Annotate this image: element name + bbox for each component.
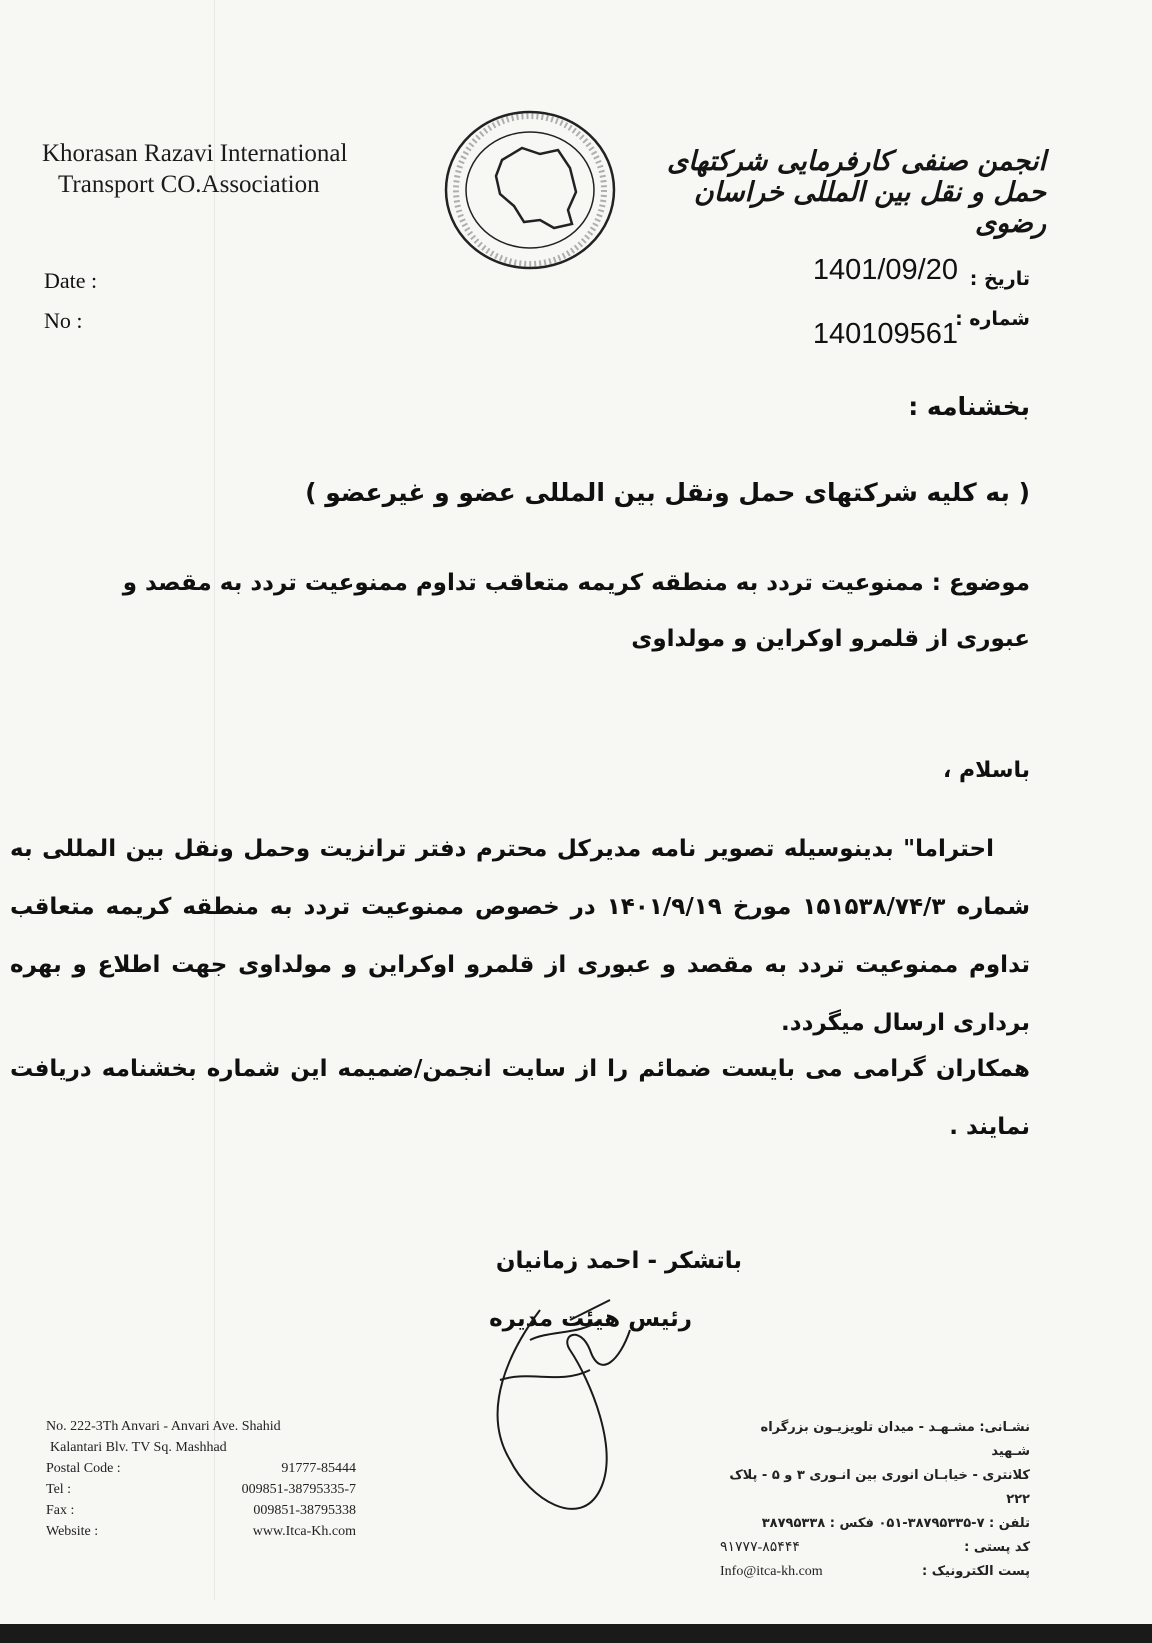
subject-line: موضوع : ممنوعیت تردد به منطقه کریمه متعاقب تداوم ممنوعیت تردد به مقصد و عبوری از قلمرو اوکراین و مولداوی [122, 570, 1030, 652]
email-value-fa: Info@itca-kh.com [720, 1564, 823, 1579]
greeting: باسلام ، [942, 758, 1030, 783]
org-name-persian: انجمن صنفی کارفرمایی شرکتهای حمل و نقل بین المللی خراسان رضوی [666, 146, 1046, 239]
circular-heading: بخشنامه : [908, 392, 1030, 421]
fax-label-en: Fax : [46, 1503, 75, 1518]
address-fa-line2: کلانتری - خیابـان انوری بین انـوری ۳ و ۵ - پلاک ۲۲۲ [729, 1468, 1030, 1507]
body-paragraph-1-text: احتراما" بدینوسیله تصویر نامه مدیرکل محترم دفتر ترانزیت وحمل ونقل بین المللی به شماره ۱۵۱۵۳۸/۷۴/۳ مورخ ۱۴۰۱/۹/۱۹ در خصوص ممنوعیت تردد به منطقه کریمه متعاقب تداوم ممنوعیت تردد به مقصد و عبوری از قلمرو اوکراین و مولداوی جهت اطلاع و بهره برداری ارسال میگردد. [10, 836, 1030, 1036]
org-name-english-line1: Khorasan Razavi International [42, 140, 348, 167]
postal-value-en: 91777-85444 [281, 1461, 356, 1476]
fax-value-en: 009851-38795338 [253, 1503, 356, 1518]
postal-label-en: Postal Code : [46, 1461, 121, 1476]
date-label-persian: تاریخ : [969, 268, 1030, 290]
closing-signer-name: باتشکر - احمد زمانیان [495, 1248, 742, 1274]
org-name-english [42, 138, 432, 200]
association-seal-icon [430, 98, 630, 278]
postal-code-row-en [46, 1458, 356, 1479]
tel-row-en [46, 1479, 356, 1500]
phone-fax-fa: تلفن : ۷-۳۸۷۹۵۳۳۵-۰۵۱ فکس : ۳۸۷۹۵۳۳۸ [761, 1516, 1030, 1531]
body-paragraph-2: همکاران گرامی می بایست ضمائم را از سایت انجمن/ضمیمه این شماره بخشنامه دریافت نمایند . [10, 1056, 1030, 1140]
number-label-english: No : [44, 308, 83, 333]
address-en-line1: No. 222-3Th Anvari - Anvari Ave. Shahid [46, 1419, 281, 1434]
tel-label-en: Tel : [46, 1482, 72, 1497]
recipient-line: ( به کلیه شرکتهای حمل ونقل بین المللی عضو و غیرعضو ) [305, 478, 1030, 507]
scan-bottom-edge [0, 1624, 1152, 1643]
handwritten-signature [470, 1290, 660, 1530]
address-fa-line1: نشـانی: مشـهـد - میدان تلویزیـون بزرگراه شـهید [760, 1420, 1030, 1459]
website-value-en: www.Itca-Kh.com [252, 1524, 356, 1539]
org-name-english-line2: Transport CO.Association [58, 171, 320, 198]
email-row-fa [720, 1560, 1030, 1584]
address-en-line2: Kalantari Blv. TV Sq. Mashhad [50, 1440, 227, 1455]
website-row-en [46, 1521, 356, 1542]
letter-number: 140109561 [812, 318, 958, 350]
website-label-en: Website : [46, 1524, 99, 1539]
paper-fold-line [214, 0, 215, 1600]
postal-value-fa: ۹۱۷۷۷-۸۵۴۴۴ [720, 1540, 800, 1555]
signer-title: رئیس هیئت مدیره [489, 1306, 692, 1332]
tel-value-en: 009851-38795335-7 [241, 1482, 356, 1497]
postal-label-fa: کد پستی : [964, 1540, 1030, 1555]
postal-code-row-fa [720, 1536, 1030, 1560]
footer-address-persian [720, 1416, 1030, 1584]
fax-row-en [46, 1500, 356, 1521]
footer-address-english [46, 1416, 356, 1542]
body-paragraph-1 [10, 820, 1030, 1052]
letter-date: 1401/09/20 [812, 254, 958, 286]
date-label-english: Date : [44, 268, 98, 293]
email-label-fa: پست الکترونیک : [922, 1564, 1030, 1579]
number-label-persian: شماره : [955, 308, 1030, 330]
